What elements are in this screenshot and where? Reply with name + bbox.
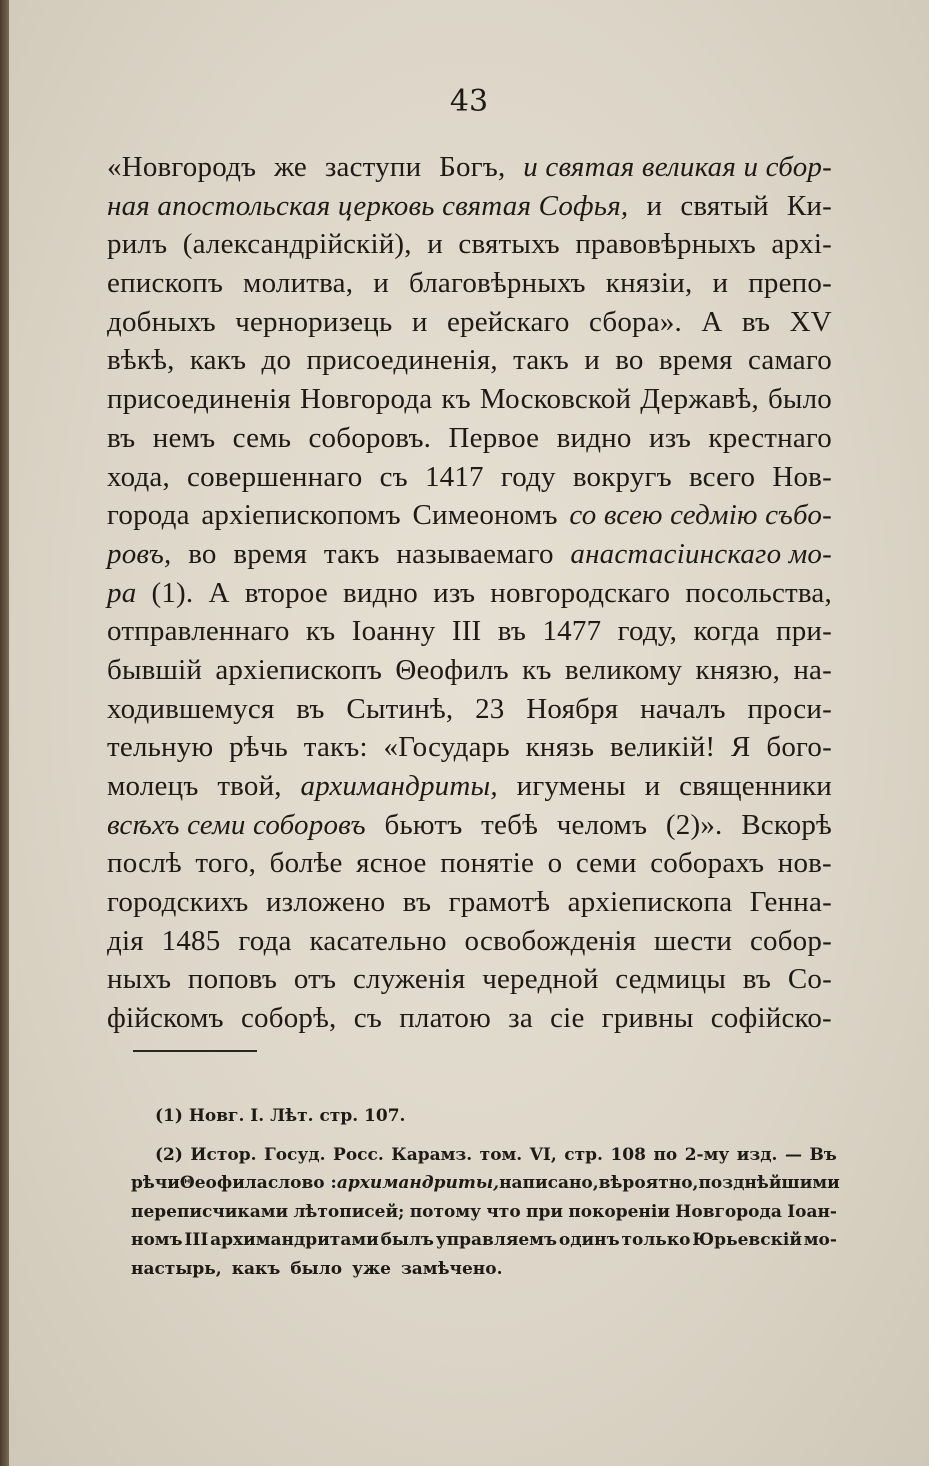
footnote-line	[131, 1141, 837, 1170]
text-word: во	[188, 537, 217, 570]
text-line	[107, 148, 832, 187]
footnote-word: управляемъ	[435, 1230, 558, 1250]
footnote-word: 2-му	[684, 1144, 730, 1165]
footnote-word: —	[784, 1144, 802, 1165]
text-word: тебѣ	[481, 808, 539, 841]
text-word: соборахъ	[650, 847, 765, 880]
text-line	[107, 690, 832, 729]
text-word: грамотѣ	[448, 886, 551, 919]
text-word: А	[208, 576, 230, 609]
text-word: Новгорода	[299, 383, 433, 416]
text-word: когда	[693, 615, 760, 648]
text-word: изложено	[265, 886, 386, 919]
text-word: ра	[107, 576, 137, 609]
text-word: до	[261, 344, 292, 377]
text-word: изъ	[648, 421, 692, 454]
footnote-1	[131, 1102, 837, 1131]
text-line	[107, 535, 832, 574]
text-word: ерейскаго	[446, 305, 570, 338]
text-word: Московской	[479, 383, 632, 416]
text-word: Ноября	[526, 692, 619, 725]
text-word: году	[500, 460, 556, 493]
text-word: къ	[522, 653, 552, 686]
text-word: городскихъ	[107, 886, 249, 919]
text-word: добныхъ	[107, 305, 216, 338]
text-word: епископъ	[107, 267, 224, 300]
text-word: софійско-	[710, 1002, 832, 1035]
text-word: препо-	[748, 267, 832, 300]
text-line	[107, 883, 832, 922]
text-word: и	[427, 228, 443, 261]
text-word: на-	[793, 653, 832, 686]
text-word: съ	[379, 460, 408, 493]
text-word: было	[767, 383, 832, 416]
text-line	[107, 419, 832, 458]
text-word: великому	[564, 653, 683, 686]
text-word: началъ	[640, 692, 726, 725]
text-word: ная апостольская церковь святая Софья,	[107, 189, 629, 222]
text-word: Θеофилъ	[395, 653, 509, 686]
text-line	[107, 574, 832, 613]
footnote-word: номъ	[131, 1230, 183, 1250]
text-word: болѣе	[269, 847, 343, 880]
text-word: со всею седмію събо-	[569, 499, 832, 532]
text-word: молецъ	[107, 770, 199, 802]
footnote-word: Новгорода	[675, 1201, 782, 1222]
footnotes-block	[131, 1102, 840, 1283]
main-text-block	[107, 148, 832, 1038]
text-line	[107, 651, 832, 690]
text-word: (1).	[151, 576, 194, 609]
text-word: архіепископа	[567, 886, 733, 919]
footnote-word: III	[184, 1230, 209, 1250]
text-word: Со-	[787, 963, 832, 996]
text-word: Симеономъ	[412, 499, 558, 532]
text-word: шести	[654, 924, 733, 957]
footnote-separator	[133, 1050, 257, 1052]
footnote-word: 108	[610, 1144, 646, 1165]
text-word: бьютъ	[384, 808, 463, 841]
footnote-word: былъ	[380, 1230, 434, 1250]
footnote-word: мо-	[803, 1230, 837, 1250]
footnote-word: Росс.	[333, 1144, 384, 1165]
footnote-word: потому	[409, 1201, 482, 1222]
text-word: посольства,	[685, 576, 832, 609]
text-word: такъ	[513, 344, 569, 377]
book-spine-edge	[0, 0, 9, 1466]
text-word: семь	[232, 421, 292, 454]
text-word: отъ	[293, 963, 337, 996]
text-word: же	[274, 151, 308, 183]
footnote-word: VI,	[529, 1144, 557, 1165]
text-word: соборовъ.	[308, 421, 432, 454]
text-word: такъ:	[303, 731, 368, 764]
text-line	[107, 728, 832, 767]
text-word: съ	[353, 1002, 382, 1035]
text-word: изъ	[433, 576, 476, 609]
page-sheet	[9, 0, 929, 1466]
text-word: благовѣрныхъ	[408, 267, 586, 300]
text-word: въ	[402, 886, 432, 919]
footnote-word: Іоан-	[787, 1201, 837, 1222]
text-line	[107, 458, 832, 497]
text-word: освобожденія	[464, 924, 637, 957]
text-word: хода,	[107, 460, 170, 493]
text-word: гривны	[601, 1002, 694, 1035]
footnote-word: Въ	[809, 1144, 837, 1165]
footnote-word: одинъ	[558, 1230, 620, 1250]
text-line	[107, 922, 832, 961]
footnote-word: Карамз.	[391, 1144, 473, 1165]
text-word: Іоанну	[351, 615, 436, 648]
text-word: время	[233, 537, 308, 570]
text-word: III	[451, 615, 482, 648]
text-word: святыхъ	[458, 228, 560, 261]
text-line	[107, 767, 832, 806]
text-word: 1485	[161, 924, 221, 957]
text-line	[107, 960, 832, 999]
footnote-word: Госуд.	[263, 1144, 326, 1165]
text-word: 1417	[424, 460, 484, 493]
footnote-word: уже	[352, 1258, 391, 1279]
text-word: рѣчь	[229, 731, 288, 764]
text-word: во	[615, 344, 644, 377]
footnote-word: том.	[479, 1144, 523, 1165]
text-word: проси-	[747, 692, 832, 725]
text-word: всѣхъ семи соборовъ	[107, 808, 366, 841]
text-word: челомъ	[556, 808, 648, 841]
text-word: касательно	[309, 924, 447, 957]
text-word: великій!	[609, 731, 716, 764]
footnote-word: вѣроятно,	[598, 1173, 699, 1193]
text-word: Первое	[448, 421, 540, 454]
text-word: присоединенія	[107, 383, 291, 416]
footnote-word: Истор.	[190, 1144, 257, 1165]
footnote-word: архимандриты,	[336, 1173, 500, 1193]
text-word: ходившемуся	[107, 692, 275, 725]
text-word: соборѣ,	[240, 1002, 337, 1035]
text-word: архіепископомъ	[201, 499, 401, 532]
footnote-word: по	[653, 1144, 678, 1165]
text-word: и	[712, 267, 729, 300]
text-line	[107, 844, 832, 883]
text-line	[107, 341, 832, 380]
text-word: А	[701, 305, 723, 338]
footnote-word: позднѣйшими	[698, 1173, 840, 1193]
text-word: вѣкѣ,	[107, 344, 175, 377]
text-word: семи	[575, 847, 637, 880]
page-number: 43	[449, 84, 489, 119]
text-word: вокругъ	[572, 460, 672, 493]
text-word: архіепископъ	[215, 653, 383, 686]
text-word: анастасіинскаго мо-	[570, 537, 832, 570]
text-word: ныхъ	[107, 963, 172, 996]
text-word: ровъ,	[107, 537, 172, 570]
text-word: игумены	[516, 770, 626, 802]
text-word: и	[411, 305, 428, 338]
text-word: дія	[107, 924, 144, 957]
text-word: Богъ,	[439, 151, 506, 183]
text-word: въ	[742, 963, 772, 996]
footnote-word: только	[621, 1230, 691, 1250]
text-word: въ	[497, 615, 527, 648]
text-word: въ	[107, 421, 136, 454]
text-word: называемаго	[396, 537, 554, 570]
footnote-word: настырь,	[131, 1258, 222, 1279]
footnote-line	[131, 1169, 840, 1198]
text-word: XV	[789, 305, 832, 338]
text-word: Ки-	[786, 189, 832, 222]
text-word: бывшій	[107, 653, 203, 686]
text-word: бого-	[766, 731, 832, 764]
text-line	[107, 380, 832, 419]
footnote-word: стр.	[564, 1144, 603, 1165]
footnote-word: покореніи	[568, 1201, 670, 1222]
text-word: князь	[525, 731, 595, 764]
footnote-word: при	[526, 1201, 563, 1222]
text-word: Я	[731, 731, 751, 764]
text-word: послѣ	[107, 847, 182, 880]
text-word: правовѣрныхъ	[575, 228, 756, 261]
text-word: сіе	[550, 1002, 585, 1035]
footnote-line	[131, 1255, 837, 1284]
text-word: «Государь	[383, 731, 510, 764]
footnote-word: лѣтописей;	[293, 1201, 405, 1222]
text-word: Державѣ,	[640, 383, 759, 416]
text-word: (2)».	[665, 808, 723, 841]
text-word: Генна-	[749, 886, 832, 919]
text-word: и	[373, 267, 389, 300]
footnote-word: было	[290, 1258, 343, 1279]
text-word: какъ	[189, 344, 247, 377]
text-word: совершеннаго	[187, 460, 363, 493]
text-word: нов-	[777, 847, 832, 880]
text-word: присоединенія,	[306, 344, 498, 377]
text-word: и	[646, 189, 663, 222]
footnote-line	[131, 1198, 837, 1227]
text-line	[107, 303, 832, 342]
footnote-word: какъ	[231, 1258, 281, 1279]
footnote-line	[131, 1226, 837, 1255]
footnote-word: рѣчи	[131, 1173, 180, 1193]
footnote-word: Θеофила	[179, 1173, 268, 1193]
text-word: къ	[305, 615, 336, 648]
text-word: время	[658, 344, 733, 377]
text-word: и	[644, 770, 661, 802]
text-line	[107, 496, 832, 535]
text-word: служенія	[352, 963, 466, 996]
text-word: тельную	[107, 731, 214, 764]
footnote-word: переписчиками	[131, 1201, 289, 1222]
text-word: за	[508, 1002, 533, 1035]
text-word: такъ	[323, 537, 380, 570]
text-word: молитва,	[243, 267, 354, 300]
text-word: понятіе	[440, 847, 535, 880]
footnote-word: изд.	[736, 1144, 778, 1165]
text-word: всего	[688, 460, 756, 493]
text-word: Сытинѣ,	[346, 692, 454, 725]
text-word: черноризець	[235, 305, 393, 338]
text-word: въ	[741, 305, 771, 338]
text-word: и святая великая и сбор-	[523, 151, 832, 183]
text-word: поповъ	[187, 963, 278, 996]
text-word: князю,	[695, 653, 781, 686]
footnote-word: (2)	[155, 1144, 183, 1165]
text-word: архі-	[771, 228, 832, 261]
text-word: фійскомъ	[107, 1002, 224, 1035]
text-line	[107, 999, 832, 1038]
text-word: видно	[343, 576, 418, 609]
text-word: «Новгородъ	[107, 151, 257, 183]
footnote-word: что	[486, 1201, 521, 1222]
text-word: видно	[556, 421, 632, 454]
text-word: году,	[617, 615, 678, 648]
text-word: къ	[441, 383, 471, 416]
footnote-word: замѣчено.	[400, 1258, 503, 1279]
footnote-word: Юрьевскій	[692, 1230, 802, 1250]
text-word: чередной	[482, 963, 599, 996]
footnote-word: архимандритами	[210, 1230, 379, 1250]
text-line	[107, 806, 832, 845]
text-word: святый	[680, 189, 769, 222]
footnote-word: написано,	[499, 1173, 599, 1193]
text-word: самаго	[747, 344, 832, 377]
text-word: отправленнаго	[107, 615, 290, 648]
text-word: Вскорѣ	[741, 808, 832, 841]
text-word: 23	[475, 692, 505, 725]
text-word: собор-	[749, 924, 832, 957]
text-word: платою	[399, 1002, 491, 1035]
text-word: города	[107, 499, 190, 532]
text-word: князіи,	[605, 267, 693, 300]
text-line	[107, 187, 832, 226]
text-word: (александрійскій),	[182, 228, 412, 261]
text-word: 1477	[542, 615, 602, 648]
text-word: того,	[195, 847, 257, 880]
text-word: заступи	[324, 151, 422, 183]
text-word: немъ	[152, 421, 216, 454]
text-word: новгородскаго	[490, 576, 671, 609]
text-line	[107, 612, 832, 651]
text-word: въ	[296, 692, 325, 725]
footnote-1-text: (1) Новг. I. Лѣт. стр. 107.	[155, 1106, 406, 1126]
footnote-word: слово :	[267, 1173, 337, 1193]
text-word: года	[238, 924, 292, 957]
text-word: при-	[775, 615, 832, 648]
text-word: о	[547, 847, 563, 880]
text-word: сбора».	[588, 305, 682, 338]
text-word: священники	[679, 770, 832, 802]
text-word: седмицы	[615, 963, 727, 996]
text-word: второе	[244, 576, 328, 609]
footnote-2	[131, 1141, 840, 1284]
text-word: и	[584, 344, 600, 377]
text-line	[107, 225, 832, 264]
text-word: крестнаго	[708, 421, 832, 454]
text-word: рилъ	[107, 228, 168, 261]
text-word: Нов-	[772, 460, 832, 493]
text-word: ясное	[356, 847, 427, 880]
text-word: архимандриты,	[300, 770, 498, 802]
text-word: твой,	[217, 770, 282, 802]
text-line	[107, 264, 832, 303]
